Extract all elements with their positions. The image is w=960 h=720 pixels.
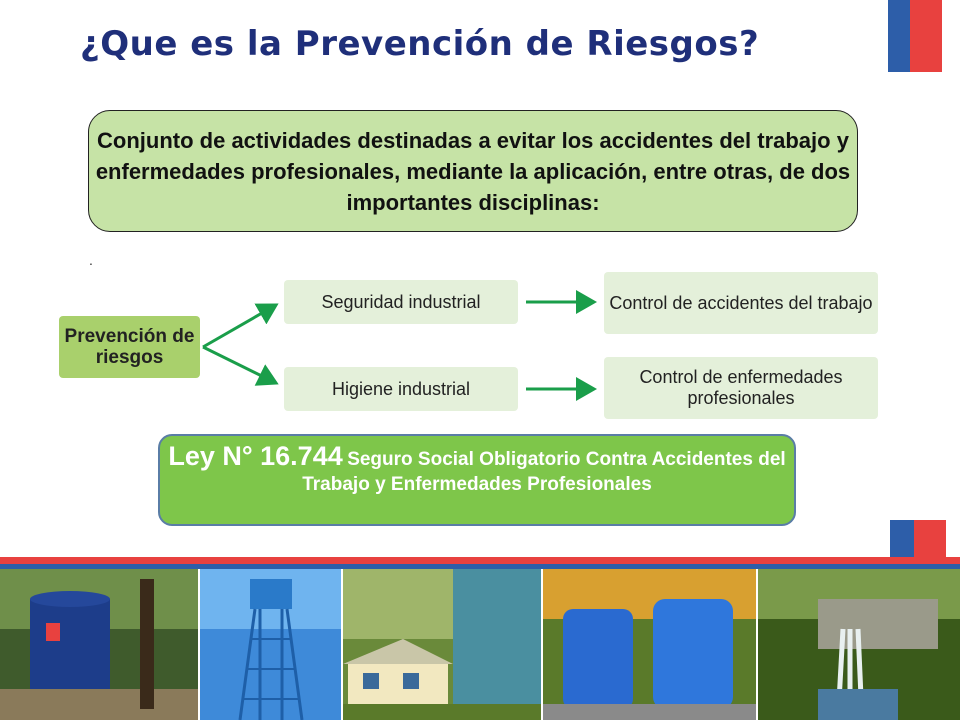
arrow-root-to-higiene (203, 347, 276, 383)
arrow-root-to-seguridad (203, 305, 276, 347)
chile-flag-icon (888, 0, 942, 72)
node-higiene-industrial: Higiene industrial (284, 367, 518, 411)
building-tank-photo (343, 569, 543, 720)
node-prevencion-riesgos: Prevención de riesgos (59, 316, 200, 378)
law-number: Ley N° 16.744 (168, 441, 343, 471)
bullet-dot: . (89, 252, 93, 268)
definition-text: Conjunto de actividades destinadas a evitar los accidentes del trabajo y enfermedades profesionales, mediante la aplicación, entre otras, de dos importantes disciplinas: (95, 127, 851, 215)
node-control-enfermedades: Control de enfermedades profesionales (604, 357, 878, 419)
law-description: Seguro Social Obligatorio Contra Accidentes del Trabajo y Enfermedades Profesionales (302, 449, 786, 495)
water-tower-photo (200, 569, 343, 720)
chile-flag-small-icon (890, 520, 946, 558)
node-seguridad-industrial: Seguridad industrial (284, 280, 518, 324)
blue-filter-tanks-photo (543, 569, 758, 720)
page-title: ¿Que es la Prevención de Riesgos? (80, 24, 760, 64)
law-box (158, 434, 796, 526)
water-outflow-photo (758, 569, 960, 720)
definition-box (88, 110, 858, 232)
node-control-accidentes: Control de accidentes del trabajo (604, 272, 878, 334)
water-tank-photo (0, 569, 200, 720)
footer-stripe-red (0, 557, 960, 564)
photo-strip (0, 569, 960, 720)
